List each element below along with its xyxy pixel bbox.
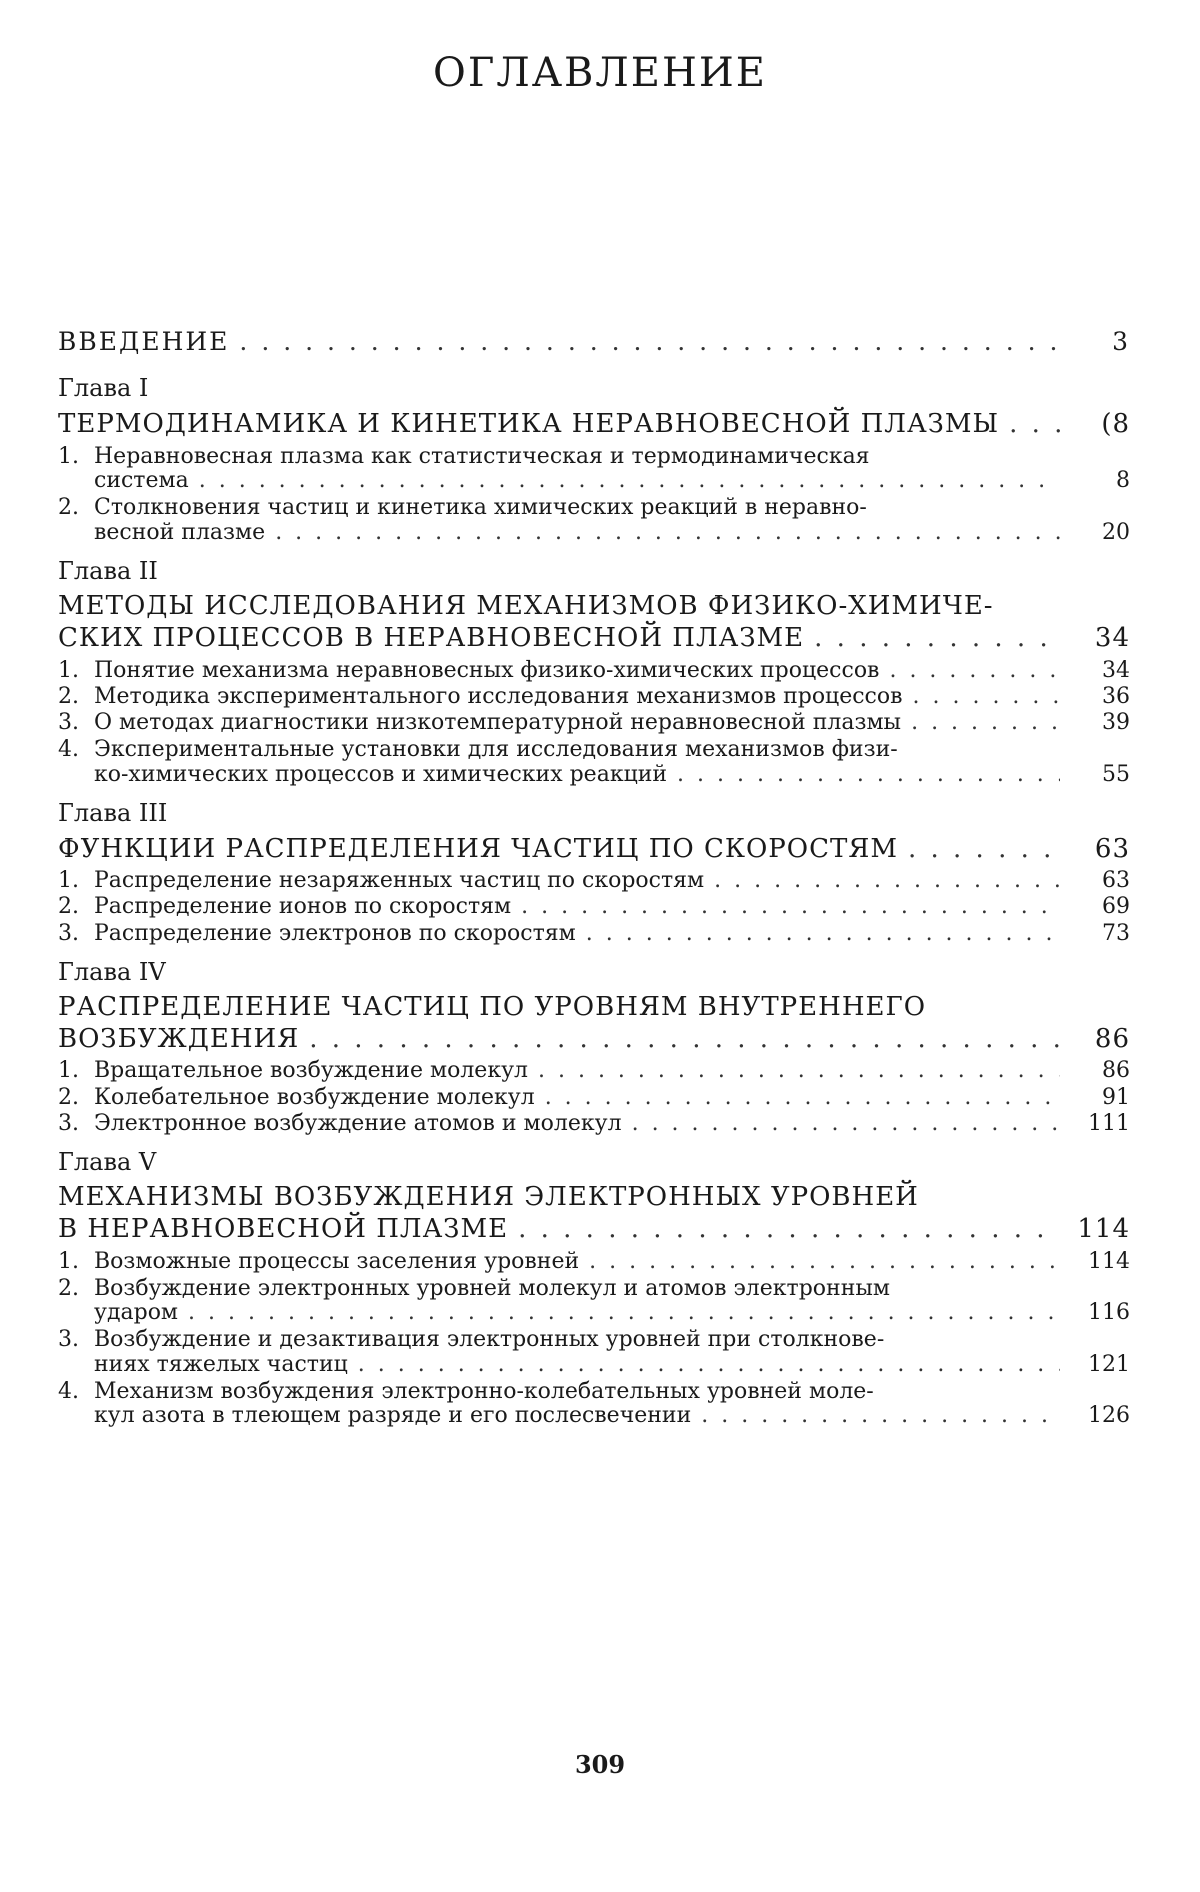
page-number: 63: [1102, 868, 1130, 894]
chapter-title-line: МЕХАНИЗМЫ ВОЗБУЖДЕНИЯ ЭЛЕКТРОННЫХ УРОВНЕЙ: [58, 1182, 919, 1213]
dot-leader: [239, 328, 1060, 356]
chapter-title-line: МЕТОДЫ ИССЛЕДОВАНИЯ МЕХАНИЗМОВ ФИЗИКО-ХИМИЧЕ-: [58, 590, 994, 621]
section-title-line: [58, 763, 1130, 787]
dot-leader: [913, 685, 1061, 709]
toc-entry-section: [58, 711, 1130, 735]
section-title-line: [58, 711, 1130, 735]
toc-entry-section: [58, 685, 1130, 709]
entry-text: Понятие механизма неравновесных физико-химических процессов: [94, 657, 880, 683]
toc-entry-chapter-title: [58, 992, 1130, 1056]
toc-entry-section: [58, 1086, 1130, 1110]
section-number: 2.: [58, 1084, 79, 1110]
page-number: (8: [1101, 408, 1130, 439]
toc-entry-section: [58, 869, 1130, 893]
page-number: 126: [1088, 1403, 1130, 1429]
dot-leader: [714, 869, 1060, 893]
entry-text: Колебательное возбуждение молекул: [94, 1084, 535, 1110]
entry-text: Распределение ионов по скоростям: [94, 894, 512, 920]
section-number: 2.: [58, 894, 79, 920]
section-title-line: [58, 1086, 1130, 1110]
chapter-label: Глава IV: [58, 957, 166, 986]
chapter-title-line: [58, 1213, 1130, 1246]
entry-text: [58, 685, 903, 709]
page-number: 20: [1102, 519, 1130, 545]
page-number: 114: [1077, 1214, 1130, 1245]
page-number: 34: [1094, 623, 1130, 654]
entry-text: Экспериментальные установки для исследования механизмов физи-: [94, 737, 898, 763]
entry-text: [58, 895, 511, 919]
section-title-line: [58, 895, 1130, 919]
entry-text: Методика экспериментального исследования механизмов процессов: [94, 683, 903, 709]
dot-leader: [358, 1353, 1060, 1377]
section-number: 1.: [58, 1058, 79, 1084]
section-number: 3.: [58, 1327, 79, 1353]
entry-text: ко-химических процессов и химических реакций: [94, 761, 668, 787]
page-number: 91: [1102, 1084, 1130, 1110]
page-number: 86: [1102, 1058, 1130, 1084]
section-title-line: [58, 1301, 1130, 1325]
entry-text: [58, 1059, 528, 1083]
page-number: 63: [1094, 833, 1130, 864]
chapter-label: Глава III: [58, 798, 168, 827]
section-number: 1.: [58, 868, 79, 894]
page-number: 3: [1112, 327, 1130, 356]
dot-leader: [889, 659, 1060, 683]
section-number: 3.: [58, 710, 79, 736]
dot-leader: [677, 763, 1060, 787]
chapter-block: [58, 557, 1130, 787]
dot-leader: [309, 1023, 1060, 1056]
toc-entry-section: [58, 922, 1130, 946]
toc-entry-chapter-title: [58, 1182, 1130, 1246]
toc-entry-section: [58, 1112, 1130, 1136]
toc-entry-section: [58, 495, 1130, 544]
section-title-line: [58, 1404, 1130, 1428]
section-number: 2.: [58, 495, 79, 521]
chapter-label: Глава II: [58, 556, 158, 585]
chapter-block: [58, 1148, 1130, 1428]
entry-text: ВВЕДЕНИЕ: [58, 327, 230, 356]
section-title-line: [58, 922, 1130, 946]
page-number: 36: [1102, 683, 1130, 709]
section-title-line: [58, 1059, 1130, 1083]
chapter-label: Глава V: [58, 1148, 157, 1177]
chapter-title-line: [58, 408, 1130, 441]
toc-entry-section: [58, 659, 1130, 683]
entry-text: ниях тяжелых частиц: [94, 1351, 348, 1377]
page-number: 121: [1088, 1351, 1130, 1377]
page-folio: 309: [574, 1750, 626, 1779]
entry-text: весной плазме: [94, 519, 266, 545]
section-title-line: [58, 737, 1130, 762]
section-title-line: [58, 1276, 1130, 1301]
toc-entry-section: [58, 1327, 1130, 1376]
entry-text: Возможные процессы заселения уровней: [94, 1248, 580, 1274]
entry-text: [58, 869, 704, 893]
entry-text: В НЕРАВНОВЕСНОЙ ПЛАЗМЕ: [58, 1214, 509, 1245]
page-number: 86: [1094, 1023, 1130, 1054]
toc-entry-section: [58, 444, 1130, 493]
toc-entry-section: [58, 895, 1130, 919]
section-number: 4.: [58, 737, 79, 763]
page-number: 111: [1088, 1110, 1130, 1136]
dot-leader: [188, 1301, 1060, 1325]
dot-leader: [814, 622, 1060, 655]
page-number: 55: [1102, 761, 1130, 787]
section-title-line: [58, 1250, 1130, 1274]
chapter-title-line: [58, 1023, 1130, 1056]
toc-entry-chapter-title: [58, 833, 1130, 866]
entry-text: Распределение электронов по скоростям: [94, 920, 576, 946]
dot-leader: [538, 1059, 1060, 1083]
dot-leader: [521, 895, 1060, 919]
toc-entry-chapter-title: [58, 591, 1130, 655]
toc-entry-section: [58, 1379, 1130, 1428]
chapter-list: [58, 374, 1130, 1429]
dot-leader: [701, 1404, 1060, 1428]
section-number: 2.: [58, 1275, 79, 1301]
chapter-label: Глава I: [58, 373, 149, 402]
section-title-line: [58, 869, 1130, 893]
entry-text: ФУНКЦИИ РАСПРЕДЕЛЕНИЯ ЧАСТИЦ ПО СКОРОСТЯМ: [58, 833, 898, 864]
entry-text: СКИХ ПРОЦЕССОВ В НЕРАВНОВЕСНОЙ ПЛАЗМЕ: [58, 623, 805, 654]
page-number: 39: [1102, 710, 1130, 736]
dot-leader: [632, 1112, 1060, 1136]
entry-text: Неравновесная плазма как статистическая и термодинамическая: [94, 444, 870, 469]
toc-entry-section: [58, 737, 1130, 786]
dot-leader: [586, 922, 1060, 946]
entry-text: [58, 1112, 622, 1136]
toc-entry-section: [58, 1276, 1130, 1325]
toc-entry-introduction: [58, 328, 1130, 356]
section-title-line: [58, 685, 1130, 709]
table-of-contents: [58, 328, 1130, 1428]
dot-leader: [545, 1086, 1060, 1110]
dot-leader: [1009, 408, 1060, 441]
section-number: 3.: [58, 920, 79, 946]
toc-entry-section: [58, 1250, 1130, 1274]
entry-text: [58, 711, 901, 735]
entry-text: кул азота в тлеющем разряде и его послесвечении: [94, 1403, 692, 1429]
page-number: 73: [1102, 920, 1130, 946]
entry-text: ТЕРМОДИНАМИКА И КИНЕТИКА НЕРАВНОВЕСНОЙ ПЛАЗМЫ: [58, 408, 1000, 439]
section-title-line: [58, 444, 1130, 469]
dot-leader: [589, 1250, 1060, 1274]
page-title: ОГЛАВЛЕНИЕ: [433, 50, 767, 96]
entry-text: ВОЗБУЖДЕНИЯ: [58, 1023, 300, 1054]
entry-text: Возбуждение электронных уровней молекул и атомов электронным: [94, 1275, 890, 1301]
section-number: 2.: [58, 683, 79, 709]
dot-leader: [911, 711, 1060, 735]
entry-text: Вращательное возбуждение молекул: [94, 1058, 528, 1084]
entry-text: [58, 659, 879, 683]
page-number: 8: [1116, 468, 1130, 494]
section-title-line: [58, 521, 1130, 545]
section-number: 3.: [58, 1110, 79, 1136]
section-title-line: [58, 659, 1130, 683]
page-number: 114: [1088, 1248, 1130, 1274]
section-title-line: [58, 1353, 1130, 1377]
section-number: 1.: [58, 1248, 79, 1274]
dot-leader: [908, 833, 1060, 866]
dot-leader: [199, 469, 1060, 493]
section-title-line: [58, 1327, 1130, 1352]
toc-entry-chapter-title: [58, 408, 1130, 441]
page-number: 69: [1102, 894, 1130, 920]
section-title-line: [58, 1112, 1130, 1136]
entry-text: ударом: [94, 1300, 179, 1326]
chapter-block: [58, 374, 1130, 545]
chapter-block: [58, 958, 1130, 1136]
chapter-title-line: [58, 622, 1130, 655]
entry-text: [58, 1250, 579, 1274]
page-number: 116: [1088, 1300, 1130, 1326]
section-number: 4.: [58, 1378, 79, 1404]
entry-text: Возбуждение и дезактивация электронных уровней при столкнове-: [94, 1327, 885, 1353]
entry-text: Столкновения частиц и кинетика химических реакций в неравно-: [94, 495, 867, 521]
chapter-title-line: [58, 833, 1130, 866]
entry-text: [58, 1086, 535, 1110]
section-title-line: [58, 1379, 1130, 1404]
entry-text: Распределение незаряженных частиц по скоростям: [94, 868, 705, 894]
entry-text: [58, 922, 576, 946]
dot-leader: [518, 1213, 1060, 1246]
entry-text: Механизм возбуждения электронно-колебательных уровней моле-: [94, 1378, 874, 1404]
entry-text: О методах диагностики низкотемпературной неравновесной плазмы: [94, 710, 902, 736]
section-number: 1.: [58, 657, 79, 683]
section-number: 1.: [58, 444, 79, 469]
entry-text: система: [94, 468, 189, 494]
dot-leader: [275, 521, 1060, 545]
page-number: 34: [1102, 657, 1130, 683]
chapter-title-line: РАСПРЕДЕЛЕНИЕ ЧАСТИЦ ПО УРОВНЯМ ВНУТРЕННЕГО: [58, 991, 927, 1022]
entry-text: Электронное возбуждение атомов и молекул: [94, 1110, 622, 1136]
toc-entry-section: [58, 1059, 1130, 1083]
chapter-block: [58, 799, 1130, 946]
section-title-line: [58, 469, 1130, 493]
section-title-line: [58, 495, 1130, 520]
